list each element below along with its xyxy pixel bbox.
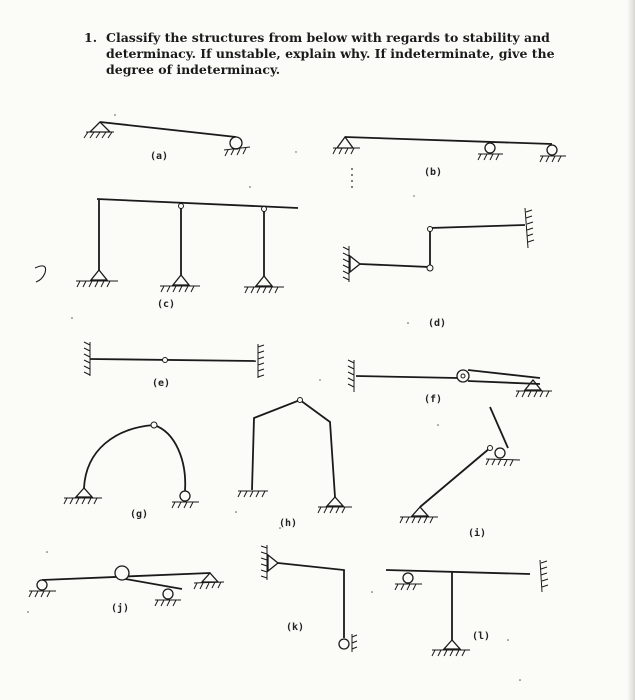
label-c: (c) (157, 299, 176, 310)
hinge-icon (298, 398, 303, 403)
pin-support-icon (64, 488, 102, 504)
label-k: (k) (286, 622, 305, 633)
fixed-support-icon (348, 360, 354, 392)
roller-support-icon (339, 634, 357, 652)
margin-mark (35, 266, 46, 282)
fixed-support-icon (84, 342, 90, 376)
pin-support-icon (400, 507, 438, 523)
label-e: (e) (152, 378, 171, 389)
hinge-icon (151, 422, 157, 428)
label-g: (g) (130, 509, 149, 520)
fixed-support-icon (540, 560, 548, 592)
fixed-support-icon (258, 344, 264, 378)
structure-k (261, 545, 357, 652)
hinge-icon (427, 265, 433, 271)
pin-support-icon (343, 246, 360, 282)
structure-i (400, 407, 520, 523)
label-h: (h) (279, 518, 298, 529)
structure-l (386, 560, 548, 656)
roller-support-icon (172, 491, 199, 508)
roller-support-icon (478, 143, 503, 160)
structure-c (76, 199, 298, 293)
hinge-icon (179, 204, 184, 209)
hinge-icon (163, 358, 168, 363)
roller-support-icon (224, 137, 250, 156)
hinge-icon (262, 207, 267, 212)
structure-e (84, 342, 264, 378)
structure-d (343, 208, 534, 282)
pin-support-icon (261, 545, 278, 580)
problem-number: 1. (84, 30, 98, 45)
label-a: (a) (150, 151, 169, 162)
roller-connection-icon (115, 566, 129, 580)
roller-support-icon (155, 589, 181, 606)
label-l: (l) (472, 631, 491, 642)
hinge-icon (428, 227, 433, 232)
fixed-support-icon (84, 122, 114, 138)
pin-support-icon (333, 137, 360, 154)
structure-h (238, 398, 352, 514)
pin-support-icon (160, 275, 200, 292)
structure-b (333, 137, 566, 190)
fixed-support-icon (525, 208, 534, 248)
structure-f (348, 360, 552, 397)
label-b: (b) (424, 167, 443, 178)
label-i: (i) (468, 528, 487, 539)
label-j: (j) (111, 603, 130, 614)
pin-support-icon (244, 276, 284, 293)
structure-g (64, 422, 199, 508)
pin-support-icon (432, 640, 470, 656)
roller-support-icon (29, 580, 56, 597)
problem-text: Classify the structures from below with regards to stability and determinacy. If unstable, explain why. If indeterminate, give the degree of indeterminacy. (106, 30, 555, 77)
pin-support-icon (76, 270, 118, 287)
fixed-support-icon (238, 491, 268, 497)
pin-support-icon (194, 573, 224, 589)
structure-j (29, 566, 224, 606)
hinge-icon (488, 446, 493, 451)
roller-support-icon (540, 145, 566, 162)
label-d: (d) (428, 318, 447, 329)
pin-support-icon (318, 497, 352, 513)
label-f: (f) (424, 394, 443, 405)
roller-support-icon (395, 573, 422, 590)
